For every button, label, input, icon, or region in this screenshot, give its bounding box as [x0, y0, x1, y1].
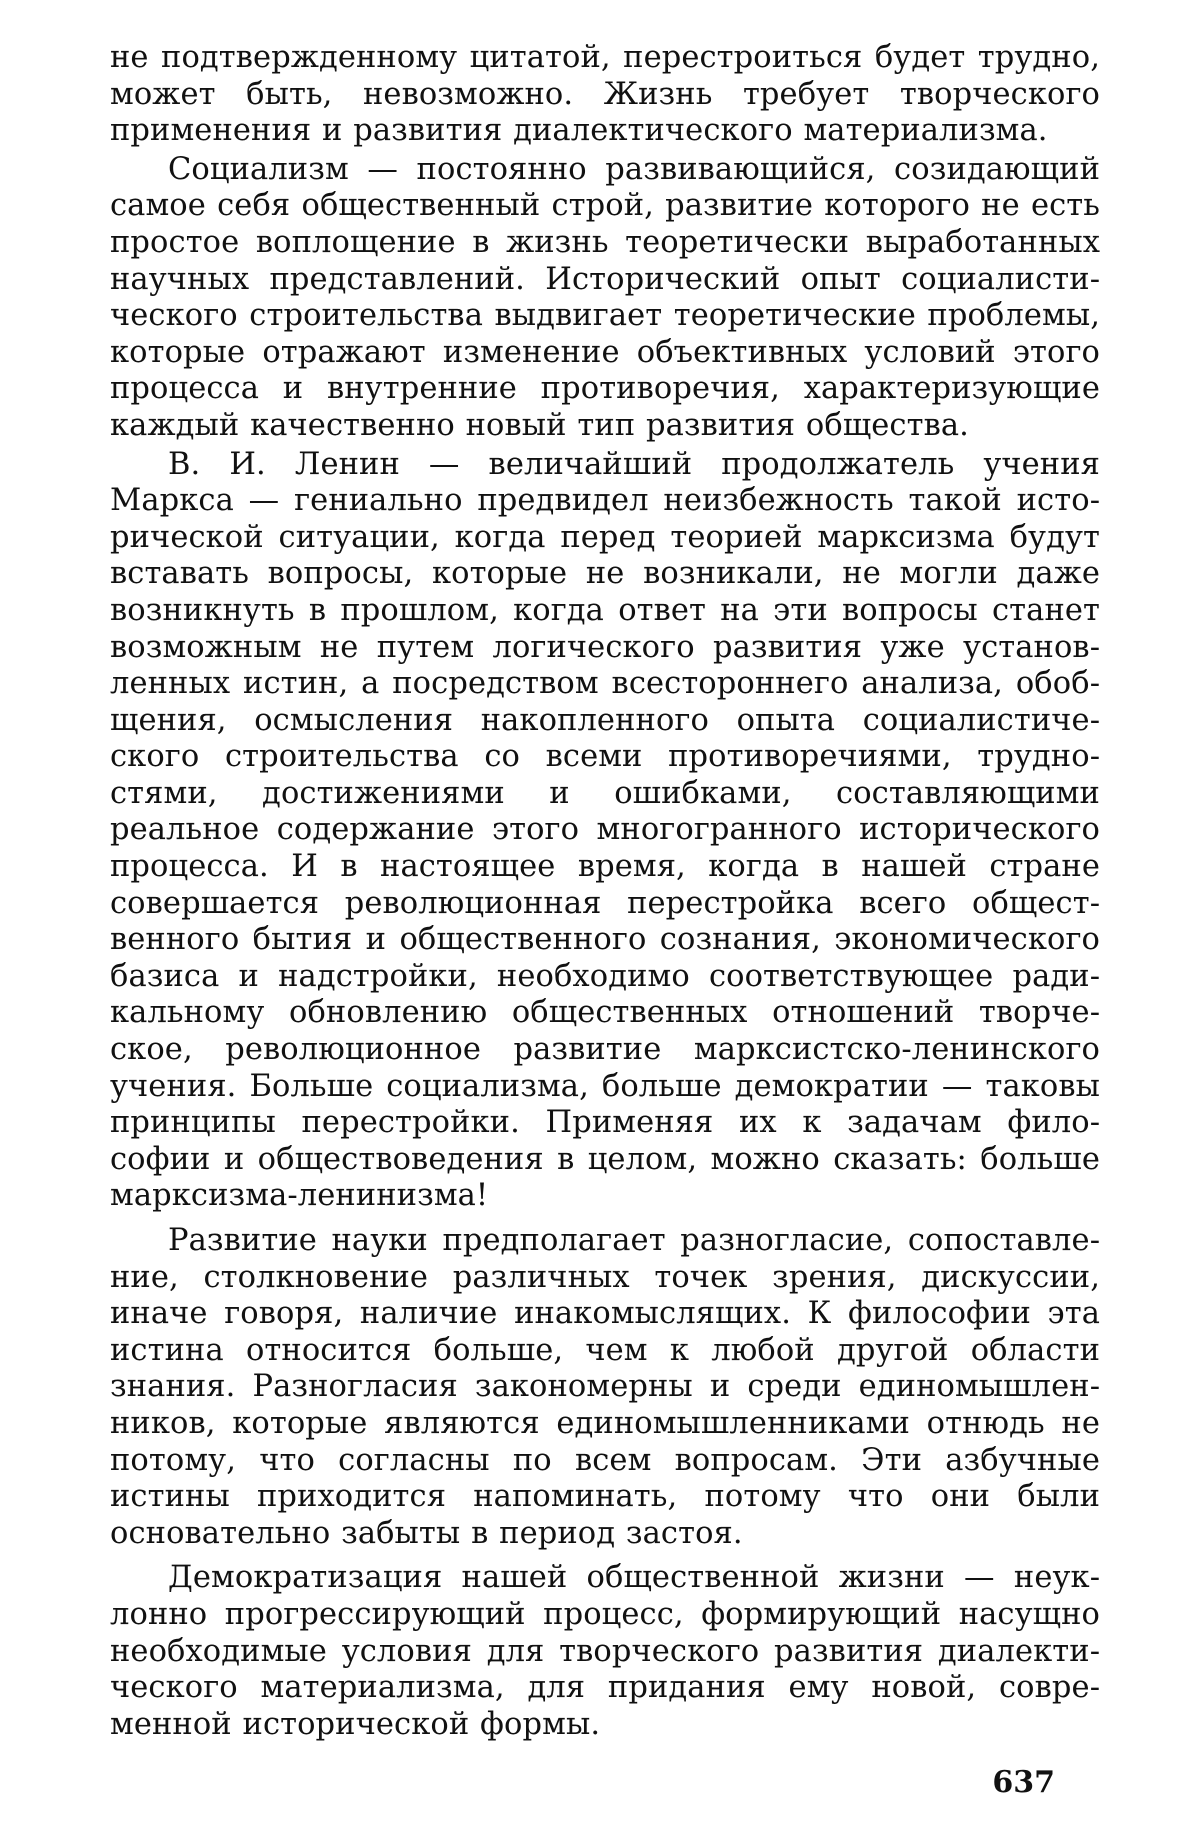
paragraph-3: В. И. Ленин — величайший продолжатель учения Маркса — гениально предвидел неизбежность такой исторической ситуации, когда перед теорией марксизма будут вставать вопросы, которые не возникали, не могли даже возникнуть в прошлом, когда ответ на эти вопросы станет возможным не путем логического развития уже установленных истин, а посредством всестороннего анализа, обобщения, осмысления накопленного опыта социалистического строительства со всеми противоречиями, трудностями, достижениями и ошибками, составляющими реальное содержание этого многогранного исторического процесса. И в настоящее время, когда в нашей стране совершается революционная перестройка всего общественного бытия и общественного сознания, экономического базиса и надстройки, необходимо соответствующее радикальному обновлению общественных отношений творческое, революционное развитие марксистско-ленинского учения. Больше социализма, больше демократии — таковы принципы перестройки. Применяя их к задачам философии и обществоведения в целом, можно сказать: больше марксизма-ленинизма! [110, 446, 1100, 1214]
paragraph-2: Социализм — постоянно развивающийся, созидающий самое себя общественный строй, развитие которого не есть простое воплощение в жизнь теоретически выработанных научных представлений. Исторический опыт социалистического строительства выдвигает теоретические проблемы, которые отражают изменение объективных условий этого процесса и внутренние противоречия, характеризующие каждый качественно новый тип развития общества. [110, 151, 1100, 443]
document-page [110, 40, 1100, 1800]
paragraph-1: не подтвержденному цитатой, перестроиться будет трудно, может быть, невозможно. Жизнь требует творческого применения и развития диалектического материализма. [110, 40, 1100, 149]
paragraph-4: Развитие науки предполагает разногласие, сопоставление, столкновение различных точек зрения, дискуссии, иначе говоря, наличие инакомыслящих. К философии эта истина относится больше, чем к любой другой области знания. Разногласия закономерны и среди единомышленников, которые являются единомышленниками отнюдь не потому, что согласны по всем вопросам. Эти азбучные истины приходится напоминать, потому что они были основательно забыты в период застоя. [110, 1223, 1100, 1551]
paragraph-5: Демократизация нашей общественной жизни — неуклонно прогрессирующий процесс, формирующий насущно необходимые условия для творческого развития диалектического материализма, для придания ему новой, современной исторической формы. [110, 1560, 1100, 1742]
page-number: 637 [992, 1765, 1055, 1800]
